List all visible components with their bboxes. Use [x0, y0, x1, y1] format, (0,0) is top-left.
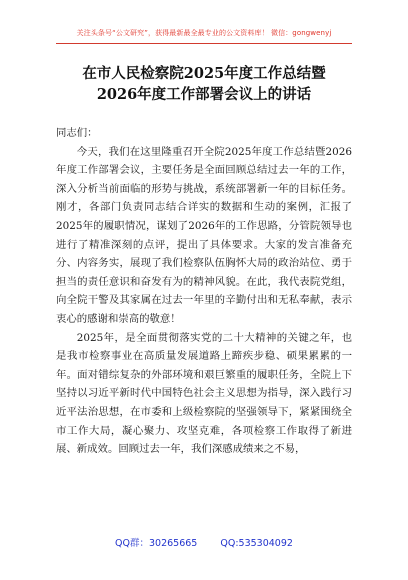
- footer-qq: QQ:535304092: [220, 538, 293, 549]
- document-title-line-2: 2026年度工作部署会议上的讲话: [96, 86, 312, 103]
- header-divider: [56, 43, 352, 44]
- document-title-line-1: 在市人民检察院2025年度工作总结暨: [82, 65, 326, 82]
- body-paragraph: 今天，我们在这里隆重召开全院2025年度工作总结暨2026年度工作部署会议，主要任务是全面回顾总结过去一年的工作，深入分析当前面临的形势与挑战，系统部署新一年的目标任务。刚才，各部门负责同志结合详实的数据和生动的案例，汇报了2025年的履职情况，谋划了2026年的工作思路，分管院领导也进行了精准深刻的点评，提出了具体要求。大家的发言准备充分、内容务实，展现了我们检察队伍胸怀大局的政治站位、勇于担当的责任意识和奋发有为的精神风貌。在此，我代表院党组，向全院干警及其家属在过去一年里的辛勤付出和无私奉献，表示衷心的感谢和崇高的敬意！: [56, 145, 352, 325]
- footer-contact: [0, 535, 408, 549]
- header-promo-note: 关注头条号“公文研究”，获得最新最全最专业的公文资料库！ 微信：gongwenyj: [76, 29, 332, 37]
- salutation: 同志们：: [56, 127, 98, 139]
- body-paragraph: 2025年，是全面贯彻落实党的二十大精神的关键之年，也是我市检察事业在高质量发展道路上蹄疾步稳、硕果累累的一年。面对错综复杂的外部环境和艰巨繁重的履职任务，全院上下坚持以习近平新时代中国特色社会主义思想为指导，深入践行习近平法治思想，在市委和上级检察院的坚强领导下，紧紧围绕全市工作大局，凝心聚力、攻坚克难，各项检察工作取得了新进展、新成效。回顾过去一年，我们深感成绩来之不易，: [56, 331, 352, 456]
- document-body: [56, 124, 352, 459]
- footer-qq-group: QQ群：30265665: [115, 538, 198, 549]
